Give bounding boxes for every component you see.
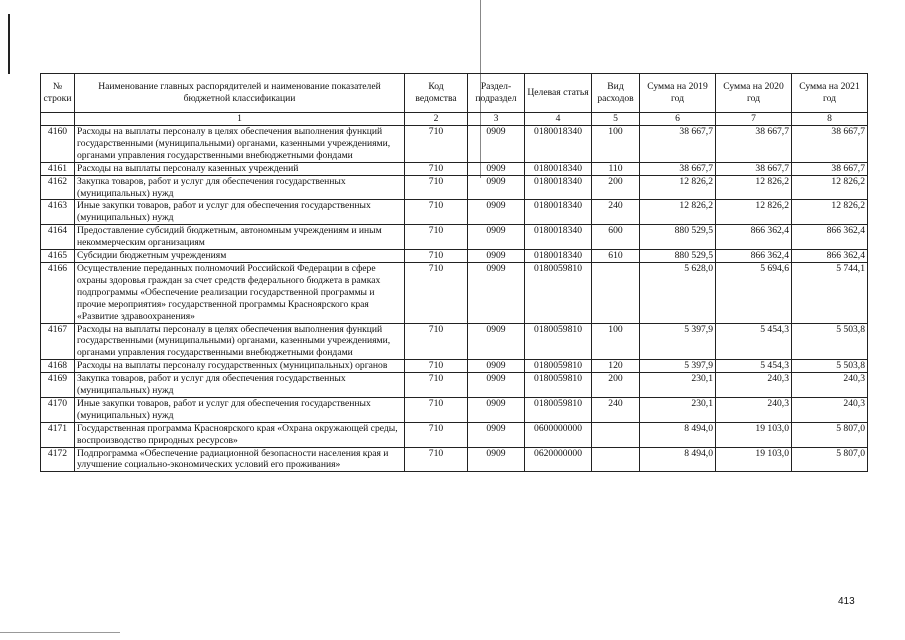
department-code-cell: 710 — [405, 200, 468, 225]
section-cell: 0909 — [468, 250, 525, 263]
target-article-cell: 0600000000 — [525, 422, 592, 447]
row-name-cell: Подпрограмма «Обеспечение радиационной безопасности населения края и улучшение социально-экономических условий его проживания» — [75, 447, 405, 472]
expense-type-cell — [592, 262, 640, 323]
header-target-article: Целевая статья — [525, 74, 592, 113]
header-sum-2020: Сумма на 2020 год — [716, 74, 792, 113]
column-number: 5 — [592, 113, 640, 126]
expense-type-cell: 200 — [592, 373, 640, 398]
row-number-cell: 4167 — [41, 323, 75, 360]
target-article-cell: 0180018340 — [525, 225, 592, 250]
expense-type-cell: 240 — [592, 200, 640, 225]
target-article-cell: 0620000000 — [525, 447, 592, 472]
budget-table — [40, 73, 868, 472]
sum-2019-cell: 12 826,2 — [640, 175, 716, 200]
sum-2020-cell: 866 362,4 — [716, 250, 792, 263]
section-cell: 0909 — [468, 360, 525, 373]
sum-2021-cell: 5 503,8 — [792, 360, 868, 373]
sum-2020-cell: 38 667,7 — [716, 126, 792, 163]
row-number-cell: 4172 — [41, 447, 75, 472]
header-row-number: № строки — [41, 74, 75, 113]
row-name-cell: Закупка товаров, работ и услуг для обеспечения государственных (муниципальных) нужд — [75, 373, 405, 398]
expense-type-cell: 100 — [592, 323, 640, 360]
department-code-cell: 710 — [405, 175, 468, 200]
expense-type-cell: 200 — [592, 175, 640, 200]
row-name-cell: Осуществление переданных полномочий Российской Федерации в сфере охраны здоровья граждан за счет средств федерального бюджета в рамках подпрограммы «Обеспечение реализации государственной программы и прочие мероприятия» государственной программы Красноярского края «Развитие здравоохранения» — [75, 262, 405, 323]
row-name-cell: Расходы на выплаты персоналу государственных (муниципальных) органов — [75, 360, 405, 373]
table-row — [41, 262, 868, 323]
sum-2019-cell: 5 397,9 — [640, 360, 716, 373]
sum-2020-cell: 12 826,2 — [716, 175, 792, 200]
department-code-cell: 710 — [405, 373, 468, 398]
row-name-cell: Закупка товаров, работ и услуг для обеспечения государственных (муниципальных) нужд — [75, 175, 405, 200]
sum-2021-cell: 5 744,1 — [792, 262, 868, 323]
sum-2019-cell: 880 529,5 — [640, 225, 716, 250]
section-cell: 0909 — [468, 373, 525, 398]
sum-2021-cell: 5 503,8 — [792, 323, 868, 360]
header-row — [41, 74, 868, 113]
section-cell: 0909 — [468, 225, 525, 250]
row-number-cell: 4160 — [41, 126, 75, 163]
expense-type-cell — [592, 447, 640, 472]
column-number: 2 — [405, 113, 468, 126]
target-article-cell: 0180018340 — [525, 162, 592, 175]
table-row — [41, 175, 868, 200]
sum-2019-cell: 38 667,7 — [640, 126, 716, 163]
row-number-cell: 4171 — [41, 422, 75, 447]
table-row — [41, 360, 868, 373]
sum-2020-cell: 240,3 — [716, 373, 792, 398]
sum-2019-cell: 38 667,7 — [640, 162, 716, 175]
column-number — [41, 113, 75, 126]
table-row — [41, 162, 868, 175]
section-cell: 0909 — [468, 323, 525, 360]
column-number: 3 — [468, 113, 525, 126]
section-cell: 0909 — [468, 262, 525, 323]
expense-type-cell: 110 — [592, 162, 640, 175]
sum-2019-cell: 230,1 — [640, 373, 716, 398]
section-cell: 0909 — [468, 447, 525, 472]
department-code-cell: 710 — [405, 250, 468, 263]
table-row — [41, 225, 868, 250]
header-name: Наименование главных распорядителей и наименование показателей бюджетной классификации — [75, 74, 405, 113]
target-article-cell: 0180018340 — [525, 175, 592, 200]
column-number-row — [41, 113, 868, 126]
department-code-cell: 710 — [405, 323, 468, 360]
header-expense-type: Вид расходов — [592, 74, 640, 113]
section-cell: 0909 — [468, 200, 525, 225]
sum-2019-cell: 8 494,0 — [640, 447, 716, 472]
column-number: 6 — [640, 113, 716, 126]
sum-2020-cell: 12 826,2 — [716, 200, 792, 225]
row-name-cell: Иные закупки товаров, работ и услуг для обеспечения государственных (муниципальных) нужд — [75, 397, 405, 422]
sum-2020-cell: 240,3 — [716, 397, 792, 422]
sum-2021-cell: 12 826,2 — [792, 200, 868, 225]
target-article-cell: 0180018340 — [525, 126, 592, 163]
header-sum-2021: Сумма на 2021 год — [792, 74, 868, 113]
sum-2021-cell: 38 667,7 — [792, 162, 868, 175]
sum-2019-cell: 5 397,9 — [640, 323, 716, 360]
department-code-cell: 710 — [405, 162, 468, 175]
row-number-cell: 4170 — [41, 397, 75, 422]
target-article-cell: 0180059810 — [525, 262, 592, 323]
sum-2020-cell: 19 103,0 — [716, 422, 792, 447]
column-number: 8 — [792, 113, 868, 126]
column-number: 1 — [75, 113, 405, 126]
table-row — [41, 397, 868, 422]
target-article-cell: 0180059810 — [525, 373, 592, 398]
row-name-cell: Расходы на выплаты персоналу в целях обеспечения выполнения функций государственными (муниципальными) органами, казенными учреждениями, органами управления государственными внебюджетными фондами — [75, 323, 405, 360]
sum-2021-cell: 5 807,0 — [792, 422, 868, 447]
scan-edge-mark — [8, 14, 10, 74]
sum-2020-cell: 5 454,3 — [716, 360, 792, 373]
expense-type-cell: 100 — [592, 126, 640, 163]
expense-type-cell — [592, 422, 640, 447]
column-number: 7 — [716, 113, 792, 126]
row-number-cell: 4161 — [41, 162, 75, 175]
sum-2021-cell: 240,3 — [792, 373, 868, 398]
sum-2020-cell: 5 694,6 — [716, 262, 792, 323]
row-number-cell: 4165 — [41, 250, 75, 263]
table-row — [41, 250, 868, 263]
section-cell: 0909 — [468, 162, 525, 175]
sum-2020-cell: 38 667,7 — [716, 162, 792, 175]
expense-type-cell: 240 — [592, 397, 640, 422]
section-cell: 0909 — [468, 175, 525, 200]
expense-type-cell: 600 — [592, 225, 640, 250]
sum-2021-cell: 5 807,0 — [792, 447, 868, 472]
department-code-cell: 710 — [405, 447, 468, 472]
target-article-cell: 0180059810 — [525, 323, 592, 360]
expense-type-cell: 120 — [592, 360, 640, 373]
row-name-cell: Иные закупки товаров, работ и услуг для обеспечения государственных (муниципальных) нужд — [75, 200, 405, 225]
row-number-cell: 4168 — [41, 360, 75, 373]
header-section: Раздел-подраздел — [468, 74, 525, 113]
row-number-cell: 4162 — [41, 175, 75, 200]
sum-2020-cell: 19 103,0 — [716, 447, 792, 472]
sum-2021-cell: 866 362,4 — [792, 250, 868, 263]
table-row — [41, 200, 868, 225]
row-number-cell: 4169 — [41, 373, 75, 398]
row-name-cell: Предоставление субсидий бюджетным, автономным учреждениям и иным некоммерческим организациям — [75, 225, 405, 250]
section-cell: 0909 — [468, 126, 525, 163]
sum-2019-cell: 880 529,5 — [640, 250, 716, 263]
target-article-cell: 0180059810 — [525, 360, 592, 373]
row-name-cell: Государственная программа Красноярского края «Охрана окружающей среды, воспроизводство природных ресурсов» — [75, 422, 405, 447]
row-number-cell: 4163 — [41, 200, 75, 225]
sum-2021-cell: 12 826,2 — [792, 175, 868, 200]
sum-2021-cell: 38 667,7 — [792, 126, 868, 163]
row-name-cell: Расходы на выплаты персоналу казенных учреждений — [75, 162, 405, 175]
header-department-code: Код ведомства — [405, 74, 468, 113]
sum-2020-cell: 5 454,3 — [716, 323, 792, 360]
table-row — [41, 126, 868, 163]
sum-2019-cell: 230,1 — [640, 397, 716, 422]
header-sum-2019: Сумма на 2019 год — [640, 74, 716, 113]
table-row — [41, 323, 868, 360]
row-name-cell: Субсидии бюджетным учреждениям — [75, 250, 405, 263]
target-article-cell: 0180018340 — [525, 250, 592, 263]
sum-2019-cell: 12 826,2 — [640, 200, 716, 225]
table-row — [41, 447, 868, 472]
row-number-cell: 4164 — [41, 225, 75, 250]
department-code-cell: 710 — [405, 262, 468, 323]
department-code-cell: 710 — [405, 225, 468, 250]
row-number-cell: 4166 — [41, 262, 75, 323]
section-cell: 0909 — [468, 422, 525, 447]
page-number: 413 — [838, 596, 855, 607]
sum-2019-cell: 5 628,0 — [640, 262, 716, 323]
target-article-cell: 0180018340 — [525, 200, 592, 225]
section-cell: 0909 — [468, 397, 525, 422]
department-code-cell: 710 — [405, 422, 468, 447]
sum-2021-cell: 240,3 — [792, 397, 868, 422]
department-code-cell: 710 — [405, 397, 468, 422]
table-row — [41, 422, 868, 447]
table-row — [41, 373, 868, 398]
target-article-cell: 0180059810 — [525, 397, 592, 422]
sum-2021-cell: 866 362,4 — [792, 225, 868, 250]
row-name-cell: Расходы на выплаты персоналу в целях обеспечения выполнения функций государственными (муниципальными) органами, казенными учреждениями, органами управления государственными внебюджетными фондами — [75, 126, 405, 163]
department-code-cell: 710 — [405, 126, 468, 163]
sum-2019-cell: 8 494,0 — [640, 422, 716, 447]
department-code-cell: 710 — [405, 360, 468, 373]
column-number: 4 — [525, 113, 592, 126]
bottom-rule — [0, 632, 120, 633]
sum-2020-cell: 866 362,4 — [716, 225, 792, 250]
expense-type-cell: 610 — [592, 250, 640, 263]
